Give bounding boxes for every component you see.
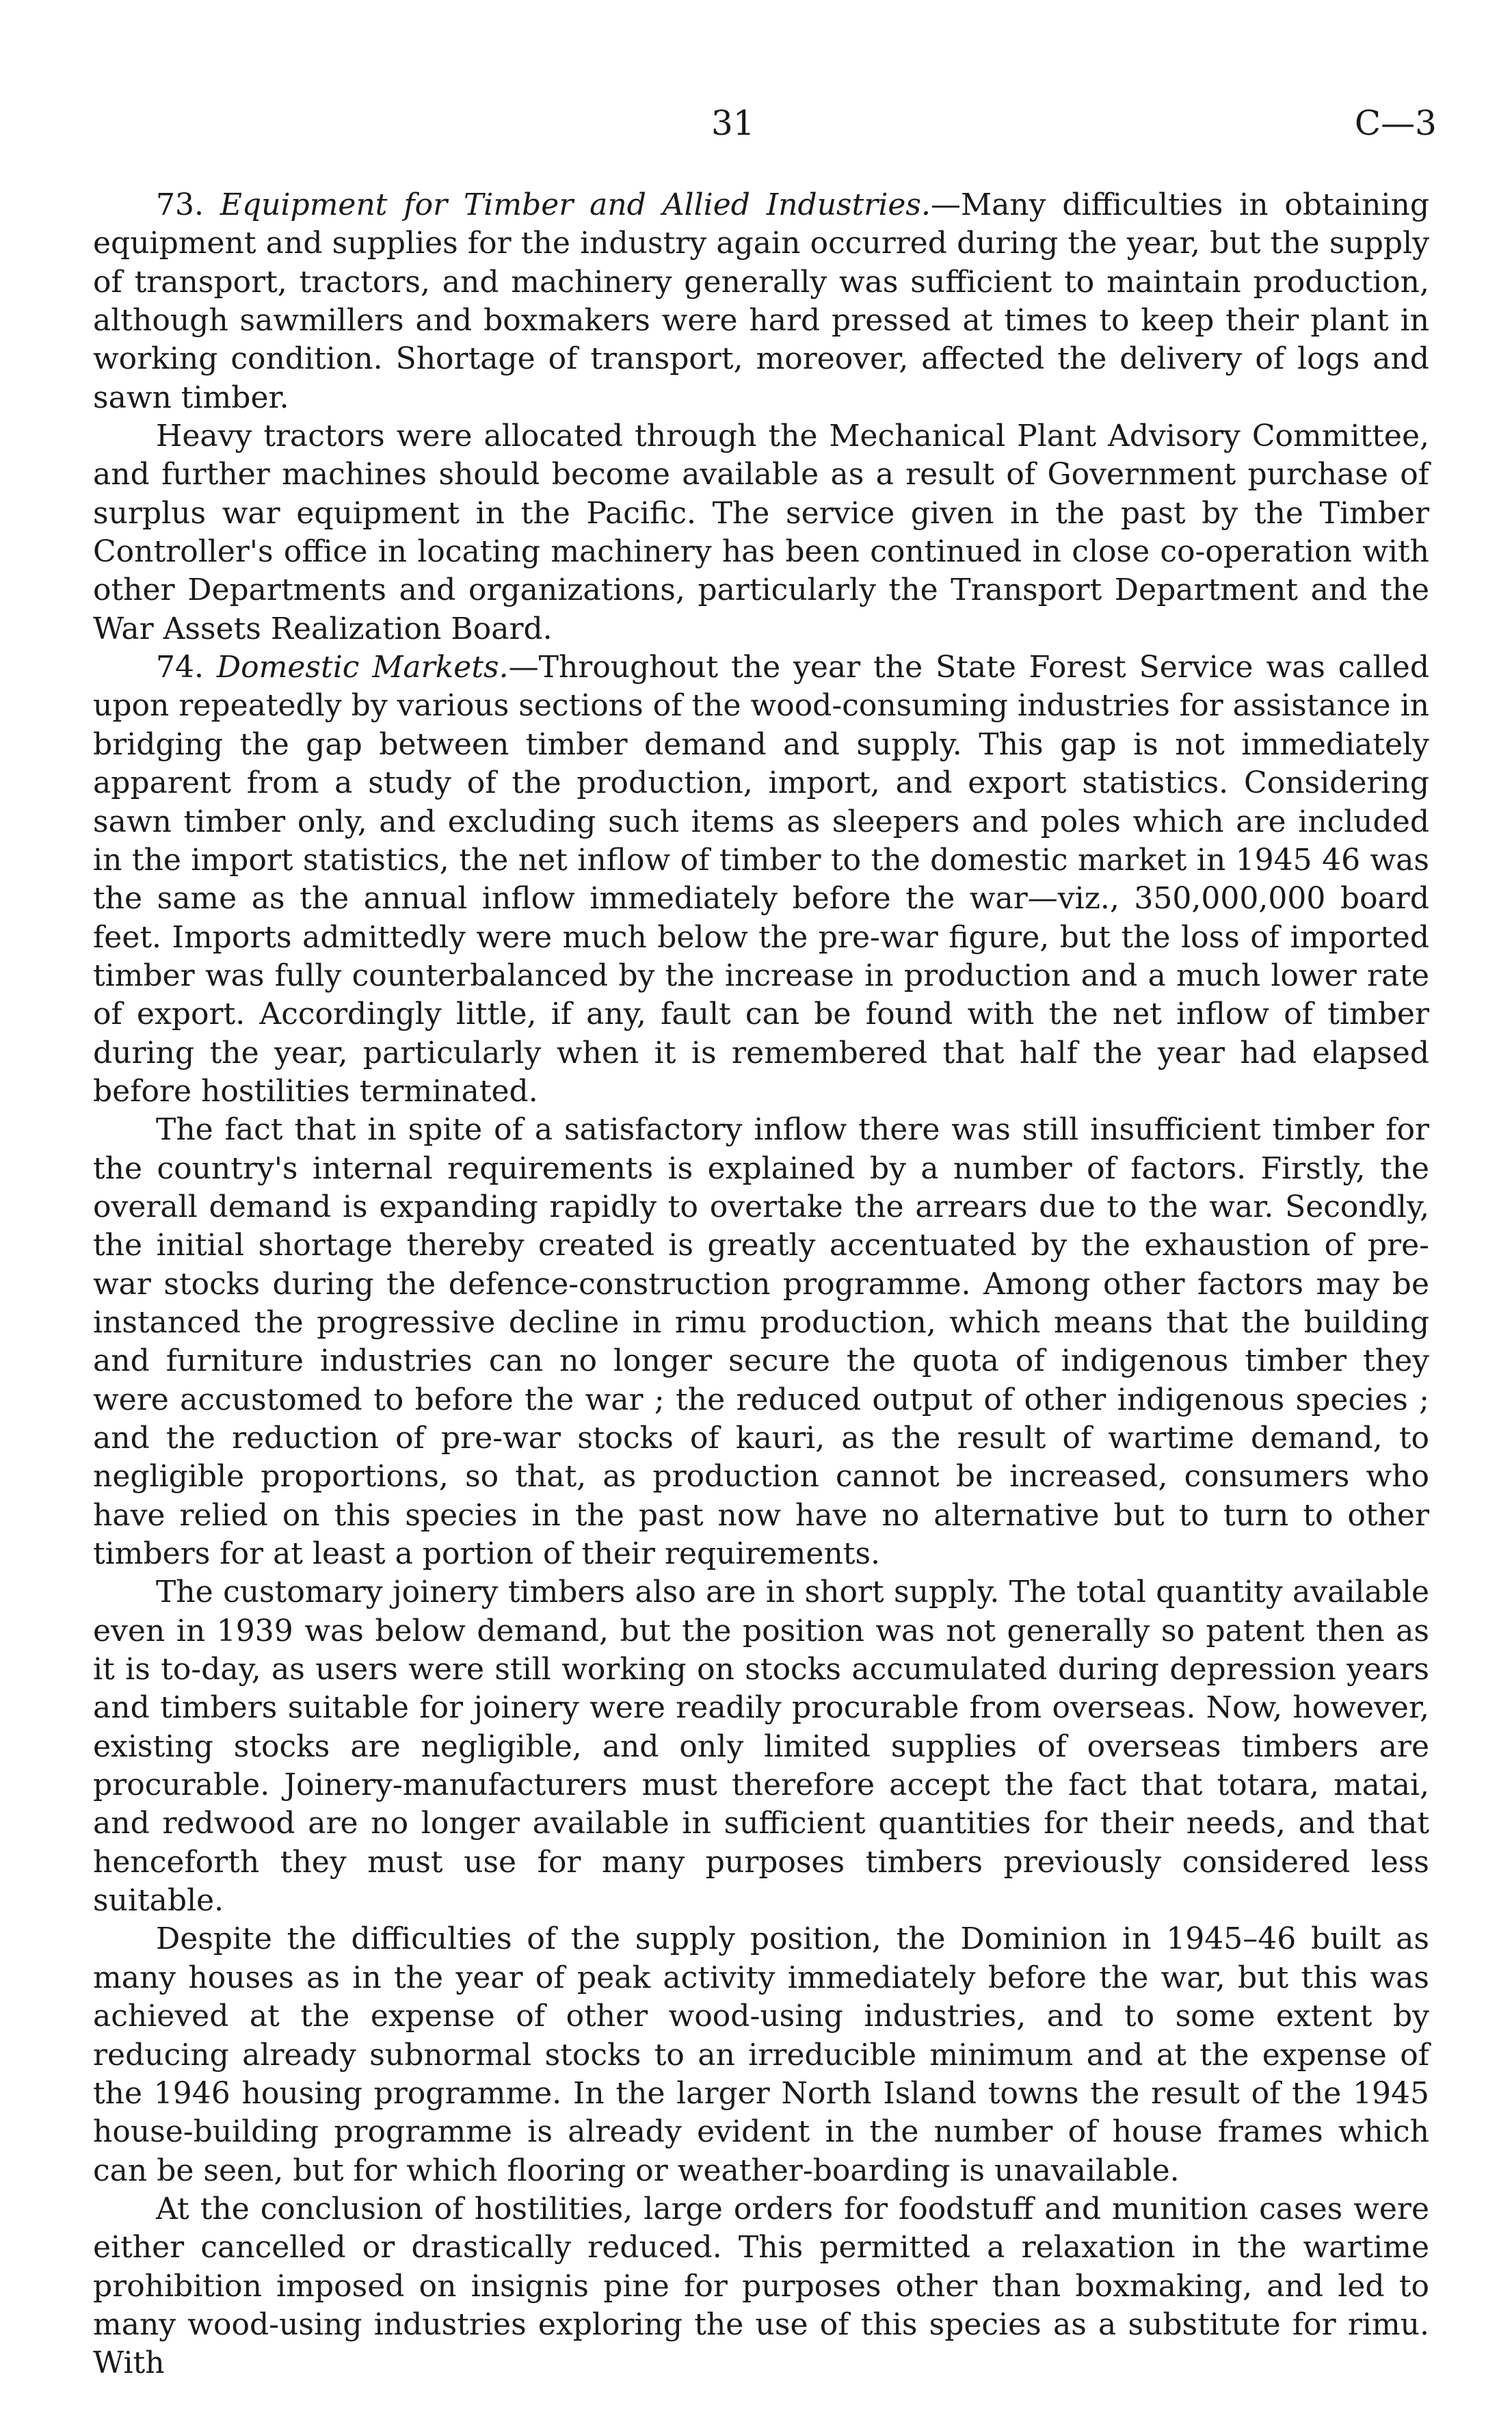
page-number: 31 (711, 103, 755, 143)
paragraph (93, 1920, 1429, 2190)
paragraph-number: 74. (156, 650, 204, 685)
document-reference: C—3 (1354, 103, 1437, 143)
paragraph (93, 2190, 1429, 2383)
paragraph-text: The fact that in spite of a satisfactory inflow there was still insufficient timber for the country's internal requirements is explained by a number of factors. Firstly, the overall demand is expanding rapidly to overtake the arrears due to the war. Secondly, the initial shortage thereby created is greatly accentuated by the exhaustion of pre-war stocks during the defence-construction programme. Among other factors may be instanced the progressive decline in rimu production, which means that the building and furniture industries can no longer secure the quota of indigenous timber they were accustomed to before the war ; the reduced output of other indigenous species ; and the reduction of pre-war stocks of kauri, as the result of wartime demand, to negligible proportions, so that, as production cannot be increased, consumers who have relied on this species in the past now have no alternative but to turn to other timbers for at least a portion of their requirements. (93, 1112, 1429, 1572)
section-heading: Equipment for Timber and Allied Industries. (220, 187, 931, 222)
paragraph-number: 73. (156, 187, 204, 222)
paragraph-74 (93, 648, 1429, 1111)
paragraph-text: The customary joinery timbers also are in short supply. The total quantity available even in 1939 was below demand, but the position was not generally so patent then as it is to-day, as users were still working on stocks accumulated during depression years and timbers suitable for joinery were readily procurable from overseas. Now, however, existing stocks are negligible, and only limited supplies of overseas timbers are procurable. Joinery-manufacturers must therefore accept the fact that totara, matai, and redwood are no longer available in sufficient quantities for their needs, and that henceforth they must use for many purposes timbers previously considered less suitable. (93, 1575, 1429, 1919)
paragraph-text: Despite the difficulties of the supply position, the Dominion in 1945–46 built as many houses as in the year of peak activity immediately before the war, but this was achieved at the expense of other wood-using industries, and to some extent by reducing already subnormal stocks to an irreducible minimum and at the expense of the 1946 housing programme. In the larger North Island towns the result of the 1945 house-building programme is already evident in the number of house frames which can be seen, but for which flooring or weather-boarding is unavailable. (93, 1921, 1429, 2188)
paragraph-text: Heavy tractors were allocated through the Mechanical Plant Advisory Committee, and further machines should become available as a result of Government purchase of surplus war equipment in the Pacific. The service given in the past by the Timber Controller's office in locating machinery has been continued in close co-operation with other Departments and organizations, particularly the Transport Department and the War Assets Realization Board. (93, 419, 1429, 646)
page-header (0, 103, 1512, 157)
paragraph (93, 1111, 1429, 1573)
paragraph-text: —Throughout the year the State Forest Service was called upon repeatedly by various sections of the wood-consuming industries for assistance in bridging the gap between timber demand and supply. This gap is not immediately apparent from a study of the production, import, and export statistics. Considering sawn timber only, and excluding such items as sleepers and poles which are included in the import statistics, the net inflow of timber to the domestic market in 1945 46 was the same as the annual inflow immediately before the war—viz., 350,000,000 board feet. Imports admittedly were much below the pre-war figure, but the loss of imported timber was fully counterbalanced by the increase in production and a much lower rate of export. Accordingly little, if any, fault can be found with the net inflow of timber during the year, particularly when it is remembered that half the year had elapsed before hostilities terminated. (93, 650, 1429, 1109)
section-heading: Domestic Markets. (216, 650, 509, 685)
paragraph-text: —Many difficulties in obtaining equipment and supplies for the industry again occurred during the year, but the supply of transport, tractors, and machinery generally was sufficient to maintain production, although sawmillers and boxmakers were hard pressed at times to keep their plant in working condition. Shortage of transport, moreover, affected the delivery of logs and sawn timber. (93, 187, 1429, 415)
paragraph-text: At the conclusion of hostilities, large orders for foodstuff and munition cases were either cancelled or drastically reduced. This permitted a relaxation in the wartime prohibition imposed on insignis pine for purposes other than boxmaking, and led to many wood-using industries exploring the use of this species as a substitute for rimu. With (93, 2191, 1429, 2381)
body-text (93, 186, 1429, 2383)
paragraph (93, 417, 1429, 648)
paragraph-73 (93, 186, 1429, 417)
paragraph (93, 1573, 1429, 1920)
